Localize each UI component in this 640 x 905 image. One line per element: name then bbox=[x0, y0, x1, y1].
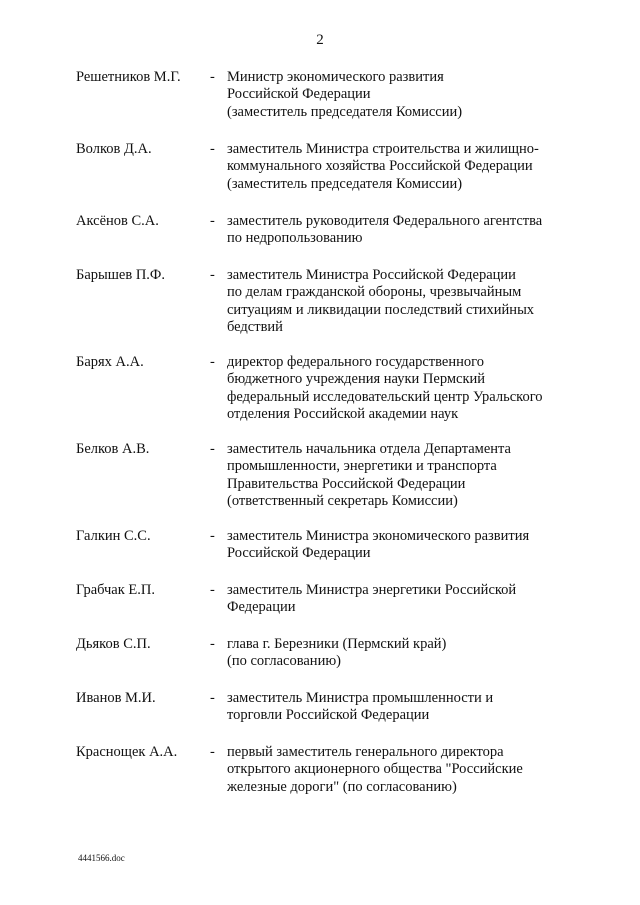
member-entry bbox=[0, 441, 640, 528]
member-position bbox=[227, 267, 567, 337]
position-line: отделения Российской академии наук bbox=[227, 406, 459, 423]
member-dash: - bbox=[210, 69, 215, 85]
position-line: заместитель начальника отдела Департамента bbox=[227, 441, 511, 457]
member-name: Аксёнов С.А. bbox=[76, 213, 159, 229]
member-dash: - bbox=[210, 213, 215, 229]
position-line: (заместитель председателя Комиссии) bbox=[227, 103, 463, 120]
position-line: открытого акционерного общества "Российские bbox=[227, 761, 523, 778]
member-position bbox=[227, 528, 567, 563]
member-position bbox=[227, 354, 567, 424]
member-dash: - bbox=[210, 636, 215, 652]
member-name: Белков А.В. bbox=[76, 441, 150, 457]
position-line: Федерации bbox=[227, 599, 296, 616]
member-entry bbox=[0, 354, 640, 441]
member-entry bbox=[0, 213, 640, 267]
member-position bbox=[227, 69, 567, 121]
member-entry bbox=[0, 528, 640, 582]
member-entry bbox=[0, 267, 640, 354]
member-dash: - bbox=[210, 582, 215, 598]
member-entry bbox=[0, 636, 640, 690]
position-line: ситуациям и ликвидации последствий стихийных bbox=[227, 301, 535, 318]
position-line: Российской Федерации bbox=[227, 545, 371, 562]
member-dash: - bbox=[210, 141, 215, 157]
position-line: глава г. Березники (Пермский край) bbox=[227, 636, 447, 652]
position-line: бедствий bbox=[227, 319, 283, 336]
member-dash: - bbox=[210, 441, 215, 457]
position-line: коммунального хозяйства Российской Федерации bbox=[227, 158, 533, 175]
member-name: Решетников М.Г. bbox=[76, 69, 181, 85]
member-position bbox=[227, 141, 567, 193]
document-file-id: 4441566.doc bbox=[78, 853, 125, 863]
position-line: первый заместитель генерального директора bbox=[227, 744, 504, 760]
member-name: Барях А.А. bbox=[76, 354, 144, 370]
member-name: Грабчак Е.П. bbox=[76, 582, 155, 598]
position-line: заместитель Министра энергетики Российской bbox=[227, 582, 517, 598]
member-dash: - bbox=[210, 354, 215, 370]
position-line: заместитель Министра строительства и жилищно- bbox=[227, 141, 539, 157]
member-entry bbox=[0, 690, 640, 744]
position-line: заместитель Министра промышленности и bbox=[227, 690, 494, 706]
position-line: федеральный исследовательский центр Уральского bbox=[227, 388, 543, 405]
member-position bbox=[227, 744, 567, 796]
member-name: Барышев П.Ф. bbox=[76, 267, 166, 283]
member-position bbox=[227, 582, 567, 617]
position-line: торговли Российской Федерации bbox=[227, 707, 430, 724]
position-line: промышленности, энергетики и транспорта bbox=[227, 458, 497, 475]
position-line: бюджетного учреждения науки Пермский bbox=[227, 371, 486, 388]
member-entry bbox=[0, 141, 640, 213]
commission-members-list bbox=[0, 69, 640, 816]
position-line: Российской Федерации bbox=[227, 86, 371, 103]
member-entry bbox=[0, 582, 640, 636]
position-line: (заместитель председателя Комиссии) bbox=[227, 175, 463, 192]
member-dash: - bbox=[210, 267, 215, 283]
position-line: Министр экономического развития bbox=[227, 69, 444, 85]
member-position bbox=[227, 690, 567, 725]
position-line: заместитель руководителя Федерального агентства bbox=[227, 213, 543, 229]
position-line: заместитель Министра экономического развития bbox=[227, 528, 530, 544]
member-name: Иванов М.И. bbox=[76, 690, 156, 706]
position-line: по недропользованию bbox=[227, 230, 363, 247]
position-line: заместитель Министра Российской Федерации bbox=[227, 267, 516, 283]
position-line: (ответственный секретарь Комиссии) bbox=[227, 493, 458, 510]
member-name: Галкин С.С. bbox=[76, 528, 151, 544]
member-entry bbox=[0, 744, 640, 816]
position-line: по делам гражданской обороны, чрезвычайным bbox=[227, 284, 522, 301]
position-line: Правительства Российской Федерации bbox=[227, 475, 466, 492]
member-position bbox=[227, 213, 567, 248]
member-position bbox=[227, 636, 567, 671]
position-line: директор федерального государственного bbox=[227, 354, 484, 370]
member-name: Краснощек А.А. bbox=[76, 744, 178, 760]
member-name: Дьяков С.П. bbox=[76, 636, 151, 652]
member-dash: - bbox=[210, 744, 215, 760]
member-dash: - bbox=[210, 690, 215, 706]
member-name: Волков Д.А. bbox=[76, 141, 152, 157]
member-position bbox=[227, 441, 567, 511]
position-line: железные дороги" (по согласованию) bbox=[227, 778, 457, 795]
page-number: 2 bbox=[316, 32, 324, 48]
member-dash: - bbox=[210, 528, 215, 544]
member-entry bbox=[0, 69, 640, 141]
position-line: (по согласованию) bbox=[227, 653, 341, 670]
